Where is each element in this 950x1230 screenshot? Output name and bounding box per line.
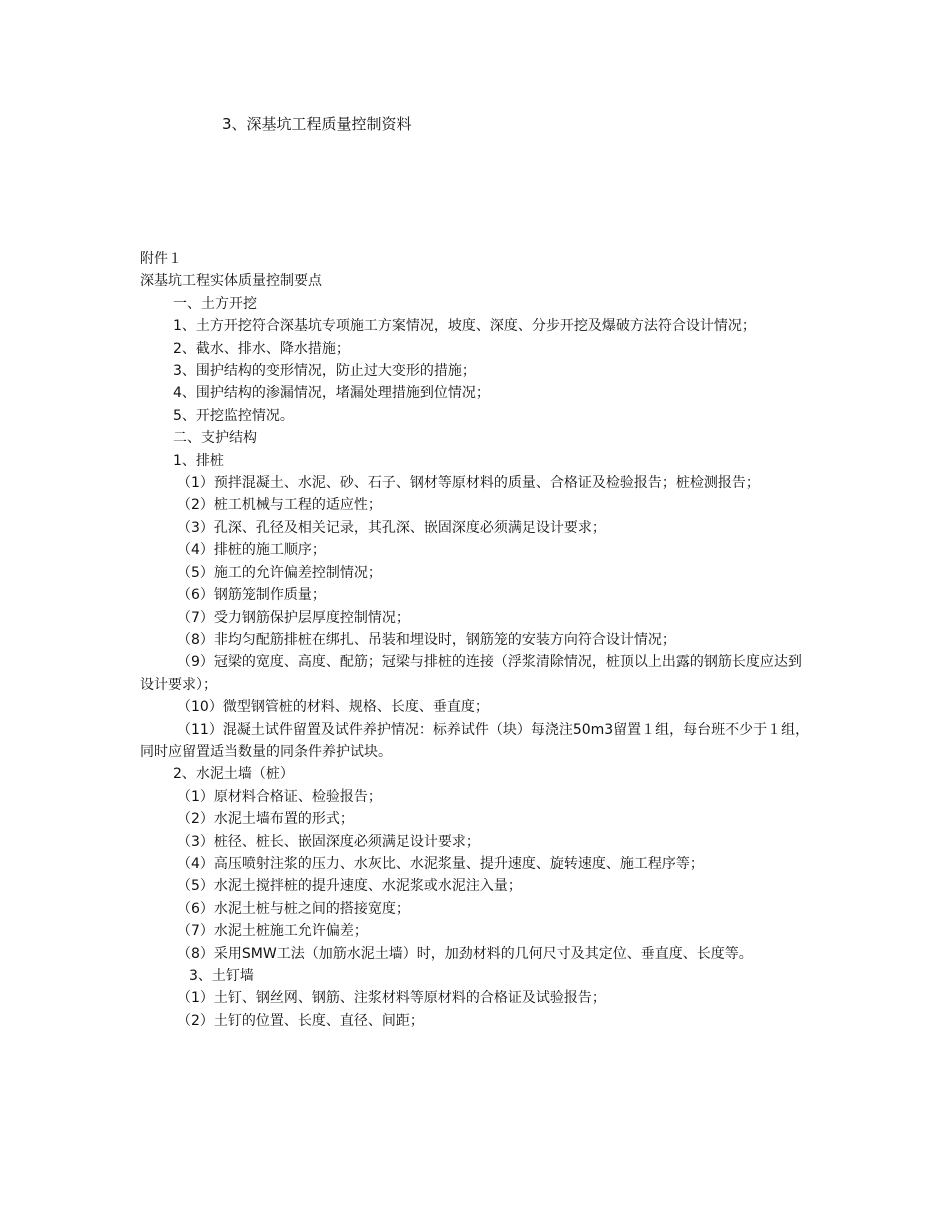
list-item: 2、截水、排水、降水措施； <box>173 340 350 357</box>
section-heading: 二、支护结构 <box>173 430 257 447</box>
list-item: （4）排桩的施工顺序； <box>177 542 326 559</box>
document-title: 3、深基坑工程质量控制资料 <box>222 115 412 133</box>
list-item: （10）微型钢管桩的材料、规格、长度、垂直度； <box>177 699 489 716</box>
list-item: 3、围护结构的变形情况，防止过大变形的措施； <box>173 363 476 380</box>
section-heading: 一、土方开挖 <box>173 295 257 312</box>
list-item: （1）土钉、钢丝网、钢筋、注浆材料等原材料的合格证及试验报告； <box>177 990 606 1007</box>
list-item: （2）桩工机械与工程的适应性； <box>177 497 382 514</box>
list-item: （5）施工的允许偏差控制情况； <box>177 564 382 581</box>
list-item: （1）原材料合格证、检验报告； <box>177 788 382 805</box>
list-item: （6）水泥土桩与桩之间的搭接宽度； <box>177 900 410 917</box>
list-item: 1、土方开挖符合深基坑专项施工方案情况，坡度、深度、分步开挖及爆破方法符合设计情况； <box>173 318 756 335</box>
attachment-label: 附件１ <box>140 251 182 267</box>
document-heading: 深基坑工程实体质量控制要点 <box>140 273 322 290</box>
list-item: （3）桩径、桩长、嵌固深度必须满足设计要求； <box>177 833 480 850</box>
document-body <box>140 248 812 1032</box>
list-item: （5）水泥土搅拌桩的提升速度、水泥浆或水泥注入量； <box>177 878 522 895</box>
list-item: （7）水泥土桩施工允许偏差； <box>177 923 368 940</box>
list-item: （8）非均匀配筋排桩在绑扎、吊装和埋设时，钢筋笼的安装方向符合设计情况； <box>177 631 676 648</box>
list-item: （7）受力钢筋保护层厚度控制情况； <box>177 609 410 626</box>
list-item: （11）混凝土试件留置及试件养护情况：标养试件（块）每浇注50m3留置１组，每台班不少于１组，同时应留置适当数量的同条件养护试块。 <box>140 721 810 760</box>
list-item: （9）冠梁的宽度、高度、配筋；冠梁与排桩的连接（浮浆清除情况，桩顶以上出露的钢筋长度应达到设计要求）； <box>140 654 802 693</box>
list-item: （4）高压喷射注浆的压力、水灰比、水泥浆量、提升速度、旋转速度、施工程序等； <box>177 855 704 872</box>
subsection-heading: 1、排桩 <box>173 452 224 469</box>
list-item: 5、开挖监控情况。 <box>173 407 294 424</box>
list-item: （6）钢筋笼制作质量； <box>177 587 326 604</box>
subsection-heading: 2、水泥土墙（桩） <box>173 766 294 783</box>
subsection-heading: 3、土钉墙 <box>189 968 254 984</box>
list-item: （2）土钉的位置、长度、直径、间距； <box>177 1012 424 1029</box>
list-item: （3）孔深、孔径及相关记录，其孔深、嵌固深度必须满足设计要求； <box>177 519 606 536</box>
list-item: （8）采用SMW工法（加筋水泥土墙）时，加劲材料的几何尺寸及其定位、垂直度、长度等。 <box>177 945 753 962</box>
list-item: （2）水泥土墙布置的形式； <box>177 811 354 828</box>
list-item: 4、围护结构的渗漏情况，堵漏处理措施到位情况； <box>173 385 490 402</box>
list-item: （1）预拌混凝土、水泥、砂、石子、钢材等原材料的质量、合格证及检验报告；桩检测报告； <box>177 475 760 492</box>
